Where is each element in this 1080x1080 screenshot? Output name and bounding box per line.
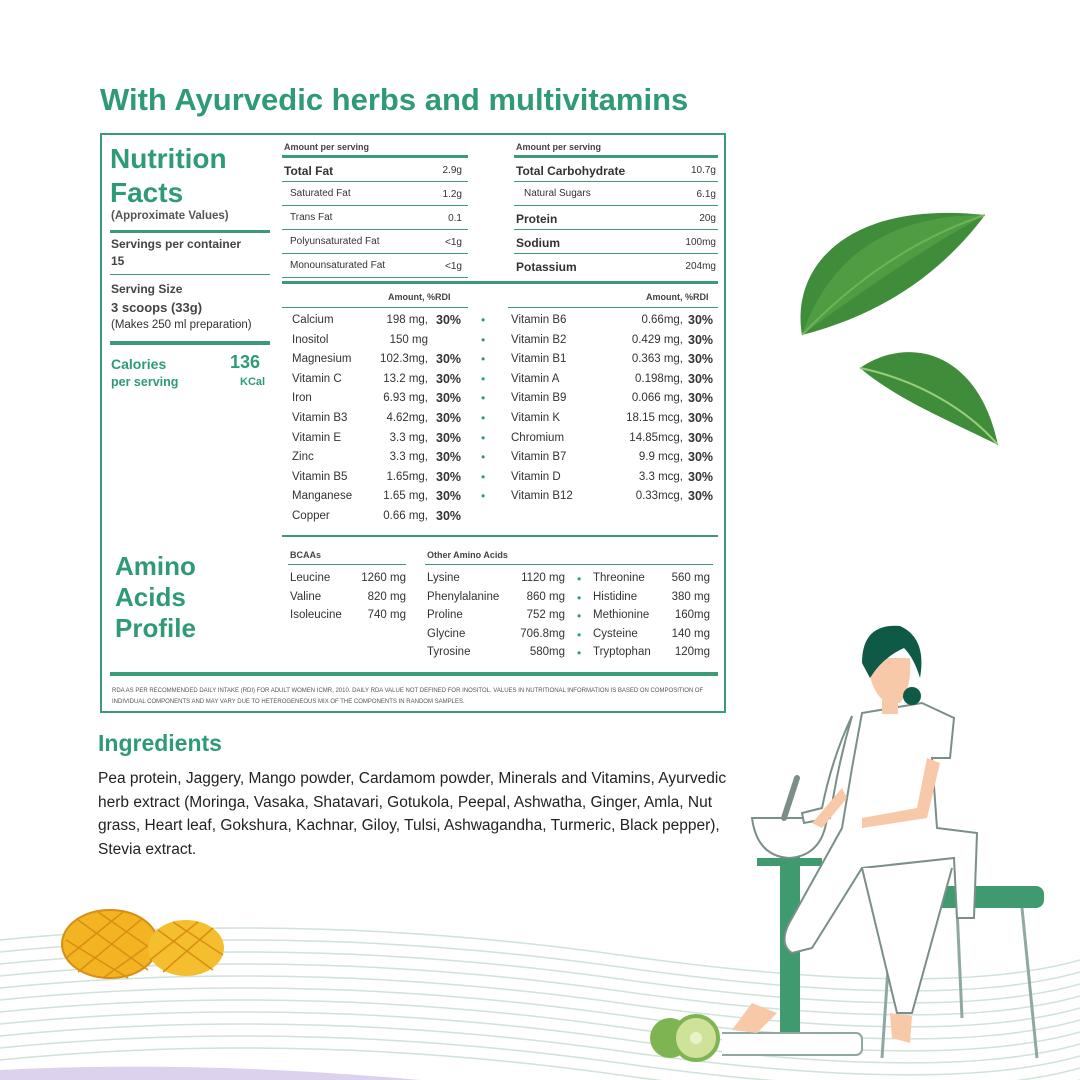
amino-row	[593, 627, 710, 645]
fat-name: Total Fat	[284, 164, 334, 178]
divider	[425, 564, 713, 565]
amino-value: 752 mg	[526, 609, 565, 622]
amino-name: Isoleucine	[290, 609, 342, 622]
bullet-icon: •	[481, 371, 486, 386]
macro-name: Natural Sugars	[524, 188, 591, 199]
rdi-row	[511, 410, 717, 429]
nutrient-amount: 0.363 mg,	[631, 353, 683, 366]
amino-value: 160mg	[674, 609, 710, 622]
amino-name: Tyrosine	[427, 646, 471, 659]
amino-name: Tryptophan	[593, 646, 651, 659]
nutrient-name: Vitamin A	[511, 372, 560, 385]
nutrient-name: Manganese	[292, 490, 353, 503]
fat-value: <1g	[445, 237, 462, 248]
approx-values: (Approximate Values)	[111, 210, 229, 222]
rdi-row	[511, 449, 717, 468]
nutrient-name: Vitamin B7	[511, 451, 567, 464]
nutrient-name: Vitamin B9	[511, 392, 567, 405]
calories-unit: KCal	[240, 376, 266, 388]
nutrient-amount: 3.3 mcg,	[638, 470, 683, 483]
nutrient-amount: 9.9 mcg,	[638, 451, 683, 464]
fat-name: Saturated Fat	[290, 188, 351, 199]
nutrient-name: Chromium	[511, 431, 565, 444]
rdi-row	[292, 410, 482, 429]
rdi-row	[292, 332, 482, 351]
rdi-row	[511, 332, 717, 351]
nutrient-name: Inositol	[292, 333, 329, 346]
divider	[110, 230, 270, 233]
bullet-icon: •	[577, 609, 582, 624]
fat-row	[282, 230, 468, 254]
amino-value: 580mg	[529, 646, 565, 659]
nutrient-rdi: 30%	[688, 352, 714, 367]
amino-value: 740 mg	[367, 609, 406, 622]
amino-row	[427, 590, 565, 608]
calories-label: Calories	[111, 356, 167, 372]
nutrient-name: Vitamin K	[511, 412, 561, 424]
amount-header-right: Amount per serving	[516, 142, 602, 152]
amino-name: Methionine	[593, 609, 650, 622]
divider	[282, 277, 468, 278]
divider	[288, 564, 406, 565]
nutrient-amount: 0.66 mg,	[383, 510, 428, 522]
serving-size-value: 3 scoops (33g)	[111, 300, 203, 315]
servings-label: Servings per container	[111, 237, 242, 251]
amino-row	[593, 608, 710, 626]
leaf-icon	[790, 185, 990, 345]
nutrition-facts-title	[110, 142, 227, 210]
nutrient-rdi: 30%	[688, 411, 714, 425]
bullet-icon: •	[481, 450, 486, 465]
nutrient-rdi: 30%	[436, 313, 462, 327]
mango-icon	[58, 900, 233, 980]
nutrient-rdi: 30%	[688, 391, 714, 406]
nutrient-amount: 3.3 mg,	[389, 431, 428, 444]
bullet-icon: •	[577, 572, 582, 586]
nutrient-name: Vitamin D	[511, 470, 561, 483]
nutrient-name: Vitamin B2	[511, 333, 567, 346]
bullet-icon: •	[577, 646, 582, 661]
calories-value: 136	[230, 352, 261, 372]
amino-value: 1260 mg	[361, 572, 406, 584]
rdi-row	[292, 312, 482, 331]
serving-note: (Makes 250 ml preparation)	[111, 319, 252, 331]
amino-value: 706.8mg	[520, 627, 565, 640]
nutrient-name: Vitamin B5	[292, 470, 348, 483]
bullet-icon: •	[481, 352, 486, 367]
nutrient-amount: 0.429 mg,	[631, 333, 683, 346]
bullet-icon: •	[481, 430, 486, 445]
macro-name: Sodium	[516, 236, 560, 250]
macro-row	[514, 206, 718, 230]
bullet-icon: •	[481, 391, 486, 406]
amino-title-line2: Acids	[115, 582, 186, 612]
fat-value: <1g	[445, 261, 462, 272]
rdi-row	[292, 508, 482, 527]
servings-value: 15	[111, 254, 125, 268]
divider	[282, 535, 718, 537]
fat-value: 2.9g	[442, 165, 462, 176]
fat-row	[282, 206, 468, 230]
nutrient-amount: 0.066 mg,	[631, 392, 683, 405]
amino-name: Glycine	[427, 627, 466, 640]
nutrient-name: Copper	[292, 510, 330, 522]
macro-value: 10.7g	[690, 165, 716, 176]
nutrient-rdi: 30%	[688, 430, 714, 445]
nutrient-name: Vitamin B1	[511, 353, 567, 366]
nutrient-name: Vitamin B3	[292, 412, 348, 424]
amino-row	[427, 571, 565, 589]
amino-row	[593, 645, 710, 663]
bcaa-header: BCAAs	[290, 550, 322, 560]
leaf-icon	[858, 340, 1003, 450]
nutrient-rdi: 30%	[436, 450, 462, 465]
amino-name: Histidine	[593, 590, 638, 603]
nutrient-name: Vitamin B6	[511, 314, 567, 326]
macro-name: Potassium	[516, 260, 577, 274]
nutrient-name: Iron	[292, 392, 312, 405]
rdi-row	[511, 312, 717, 331]
amino-name: Lysine	[427, 572, 460, 584]
amino-value: 1120 mg	[521, 572, 565, 584]
rdi-row	[292, 351, 482, 370]
divider	[282, 307, 468, 308]
fruit-icon	[648, 1008, 723, 1063]
amino-value: 380 mg	[671, 590, 710, 603]
nutrient-name: Zinc	[292, 451, 314, 464]
fat-name: Trans Fat	[290, 212, 333, 223]
serving-size-label: Serving Size	[111, 282, 183, 296]
rdi-row	[511, 351, 717, 370]
amino-value: 860 mg	[526, 590, 565, 603]
amino-acids-title	[115, 551, 196, 644]
nutrient-amount: 3.3 mg,	[389, 451, 428, 464]
bullet-icon: •	[481, 489, 486, 504]
amino-value: 140 mg	[671, 627, 710, 640]
rdi-row	[292, 430, 482, 449]
nutrient-rdi: 30%	[688, 469, 714, 484]
amino-row	[290, 590, 406, 608]
rdi-row	[292, 449, 482, 468]
macro-value: 20g	[699, 213, 716, 224]
rdi-row	[292, 469, 482, 488]
fat-value: 0.1	[448, 213, 462, 224]
macro-value: 6.1g	[696, 189, 716, 200]
amino-name: Proline	[427, 609, 463, 622]
nutrient-rdi: 30%	[436, 391, 462, 406]
fat-name: Polyunsaturated Fat	[290, 236, 380, 247]
amino-title-line1: Amino	[115, 551, 196, 581]
nutrient-rdi: 30%	[688, 332, 714, 347]
other-amino-header: Other Amino Acids	[427, 550, 508, 560]
amino-row	[427, 645, 565, 663]
macro-name: Total Carbohydrate	[516, 164, 626, 178]
nutrient-rdi: 30%	[688, 489, 714, 504]
amino-title-line3: Profile	[115, 613, 196, 643]
amino-value: 820 mg	[367, 590, 406, 603]
amino-name: Valine	[290, 590, 322, 603]
macro-row	[514, 230, 718, 254]
macro-value: 204mg	[685, 261, 716, 272]
nutrient-amount: 1.65mg,	[386, 470, 428, 483]
rdi-row	[292, 371, 482, 390]
woman-grinding-illustration	[722, 618, 1062, 1063]
rdi-row	[511, 371, 717, 390]
rdi-header-right: Amount, %RDI	[646, 292, 709, 302]
divider	[110, 672, 718, 676]
divider	[110, 274, 270, 275]
macro-row	[514, 158, 718, 182]
divider	[508, 307, 718, 308]
divider	[110, 341, 270, 345]
amino-row	[593, 571, 710, 589]
nutrient-name: Vitamin C	[292, 372, 342, 385]
nutrient-rdi: 30%	[436, 430, 462, 445]
amino-name: Leucine	[290, 572, 331, 584]
amino-row	[290, 571, 406, 589]
nutrient-rdi: 30%	[688, 313, 714, 327]
nutrient-name: Calcium	[292, 314, 334, 326]
nutrient-amount: 1.65 mg,	[383, 490, 428, 503]
nutrient-amount: 198 mg,	[386, 314, 428, 326]
bullet-icon: •	[481, 411, 486, 425]
bullet-icon: •	[481, 313, 486, 327]
nutrient-rdi: 30%	[436, 371, 462, 386]
nutrient-amount: 4.62mg,	[386, 412, 428, 424]
nutrition-title-line1: Nutrition	[110, 143, 227, 174]
rdi-header-left: Amount, %RDI	[388, 292, 451, 302]
nutrient-amount: 6.93 mg,	[383, 392, 428, 405]
footnote: RDA AS PER RECOMMENDED DAILY INTAKE (RDI) FOR ADULT WOMEN ICMR, 2010. DAILY RDA VALUE NOT DEFINED FOR INOSITOL. VALUES IN NUTRITIONAL INFORMATION IS BASED ON COMPOSITION OF INDIVIDUAL COMPONENTS AND MAY VARY DUE TO HETEROGENEOUS MIX OF THE COMPONENTS IN RANDOM SAMPLES.	[112, 688, 704, 705]
macro-name: Protein	[516, 212, 558, 226]
divider	[282, 281, 718, 284]
fat-row	[282, 182, 468, 206]
rdi-row	[511, 430, 717, 449]
ingredients-text: Pea protein, Jaggery, Mango powder, Cardamom powder, Minerals and Vitamins, Ayurvedic herb extract (Moringa, Vasaka, Shatavari, Gotukola, Peepal, Ashwatha, Ginger, Amla, Nut grass, Heart leaf, Gokshura, Kachnar, Giloy, Tulsi, Ashwagandha, Turmeric, Black pepper), Stevia extract.	[98, 770, 727, 858]
nutrient-rdi: 30%	[688, 450, 714, 465]
amino-row	[290, 608, 406, 626]
macro-value: 100mg	[685, 237, 716, 248]
bullet-icon: •	[577, 627, 582, 642]
rdi-row	[292, 488, 482, 507]
rdi-row	[511, 488, 717, 507]
nutrient-rdi: 30%	[436, 411, 462, 425]
bullet-icon: •	[481, 332, 486, 347]
macro-row	[514, 254, 718, 278]
amount-header-left: Amount per serving	[284, 142, 370, 152]
amino-name: Threonine	[593, 572, 645, 584]
ingredients-heading: Ingredients	[98, 730, 222, 756]
nutrient-amount: 14.85mcg,	[629, 431, 683, 444]
nutrient-rdi: 30%	[436, 352, 462, 367]
fat-value: 1.2g	[442, 189, 462, 200]
fat-row	[282, 158, 468, 182]
nutrient-rdi: 30%	[436, 489, 462, 504]
bullet-icon: •	[577, 590, 582, 605]
nutrient-amount: 150 mg	[389, 333, 428, 346]
nutrient-amount: 13.2 mg,	[383, 372, 428, 385]
amino-name: Cysteine	[593, 627, 638, 640]
rdi-row	[292, 390, 482, 409]
amino-value: 120mg	[674, 646, 710, 659]
page-heading: With Ayurvedic herbs and multivitamins	[100, 82, 689, 117]
amino-row	[427, 608, 565, 626]
nutrient-rdi: 30%	[436, 509, 462, 523]
nutrient-amount: 0.66mg,	[641, 314, 683, 326]
nutrient-name: Vitamin E	[292, 431, 342, 444]
nutrient-rdi: 30%	[688, 371, 714, 386]
amino-value: 560 mg	[671, 572, 710, 584]
macro-row	[514, 182, 718, 206]
calories-sub-label: per serving	[111, 375, 179, 389]
nutrient-amount: 18.15 mcg,	[626, 412, 683, 424]
amino-row	[427, 627, 565, 645]
nutrition-title-line2: Facts	[110, 177, 184, 208]
amino-row	[593, 590, 710, 608]
nutrient-rdi: 30%	[436, 469, 462, 484]
rdi-row	[511, 390, 717, 409]
fat-row	[282, 254, 468, 278]
nutrient-amount: 0.33mcg,	[635, 490, 683, 503]
nutrient-name: Magnesium	[292, 353, 352, 366]
amino-name: Phenylalanine	[427, 590, 500, 603]
nutrient-name: Vitamin B12	[511, 490, 573, 503]
nutrient-amount: 0.198mg,	[635, 372, 683, 385]
bullet-icon: •	[481, 469, 486, 484]
rdi-row	[511, 469, 717, 488]
nutrient-amount: 102.3mg,	[380, 353, 428, 366]
fat-name: Monounsaturated Fat	[290, 260, 386, 271]
